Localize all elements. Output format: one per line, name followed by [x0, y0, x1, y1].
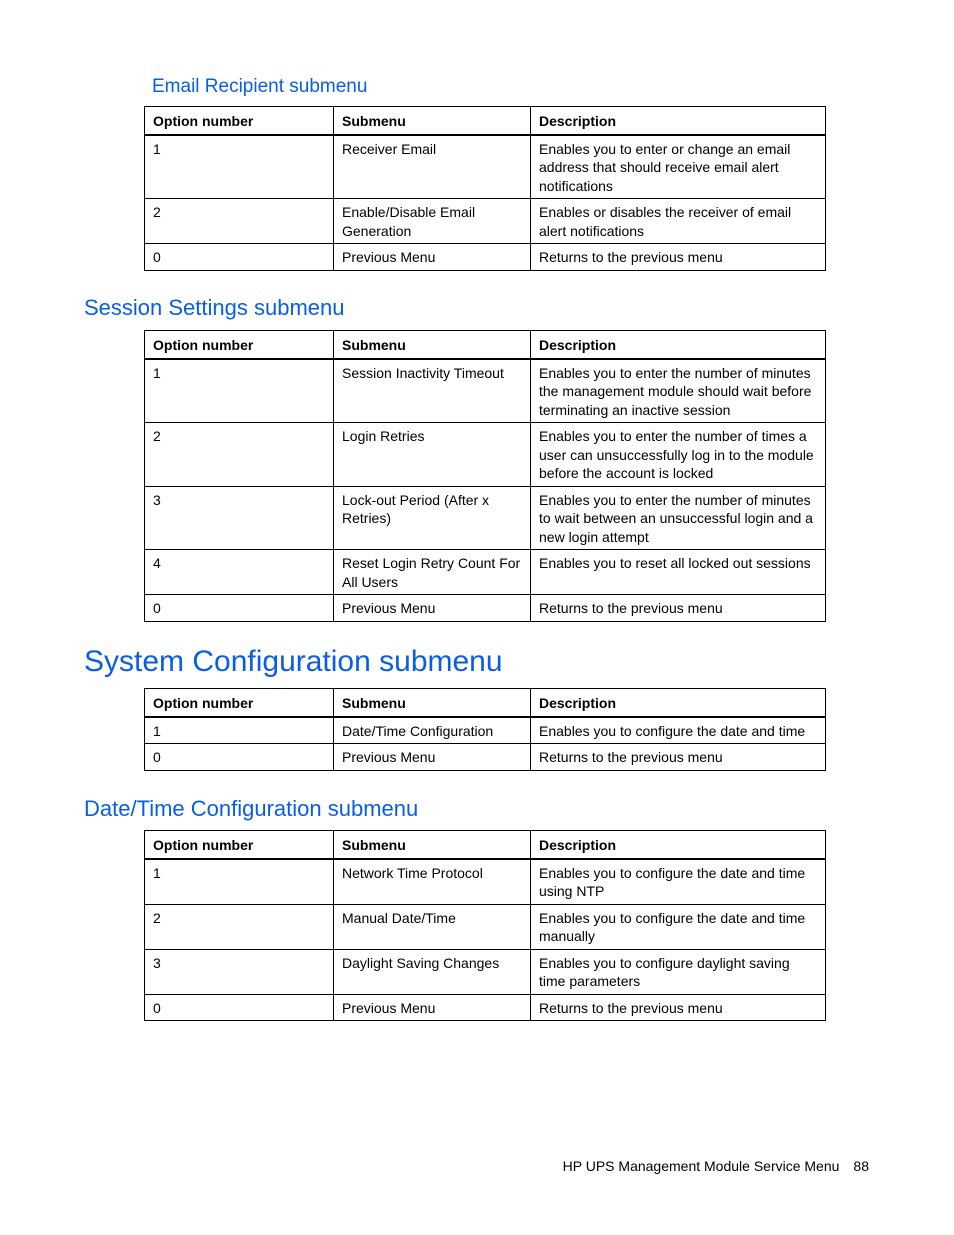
submenu-cell: Previous Menu: [334, 244, 531, 271]
description-cell: Enables you to enter the number of times a user can unsuccessfully log in to the module before the account is locked: [531, 423, 826, 487]
submenu-cell: Enable/Disable Email Generation: [334, 199, 531, 244]
option-number-cell: 2: [145, 199, 334, 244]
option-number-cell: 1: [145, 135, 334, 199]
header-description: Description: [531, 831, 826, 859]
description-cell: Enables or disables the receiver of email alert notifications: [531, 199, 826, 244]
table-row: [145, 717, 826, 744]
submenu-cell: Receiver Email: [334, 135, 531, 199]
submenu-cell: Daylight Saving Changes: [334, 949, 531, 994]
header-option-number: Option number: [145, 331, 334, 359]
option-number-cell: 1: [145, 359, 334, 423]
description-cell: Enables you to enter the number of minutes the management module should wait before terminating an inactive session: [531, 359, 826, 423]
header-submenu: Submenu: [334, 831, 531, 859]
table-row: [145, 994, 826, 1021]
option-number-cell: 1: [145, 717, 334, 744]
header-row: [145, 831, 826, 859]
header-submenu: Submenu: [334, 107, 531, 135]
header-row: [145, 107, 826, 135]
header-option-number: Option number: [145, 107, 334, 135]
footer-title: HP UPS Management Module Service Menu: [562, 1158, 840, 1174]
description-cell: Returns to the previous menu: [531, 994, 826, 1021]
table-row: [145, 904, 826, 949]
header-row: [145, 331, 826, 359]
header-description: Description: [531, 689, 826, 717]
description-cell: Enables you to configure the date and time using NTP: [531, 859, 826, 905]
option-number-cell: 3: [145, 949, 334, 994]
table-row: [145, 244, 826, 271]
table-row: [145, 550, 826, 595]
option-number-cell: 0: [145, 244, 334, 271]
table-row: [145, 359, 826, 423]
table-row: [145, 486, 826, 550]
description-cell: Enables you to enter the number of minutes to wait between an unsuccessful login and a new login attempt: [531, 486, 826, 550]
submenu-cell: Previous Menu: [334, 994, 531, 1021]
option-number-cell: 4: [145, 550, 334, 595]
option-number-cell: 0: [145, 595, 334, 622]
description-cell: Enables you to configure the date and time manually: [531, 904, 826, 949]
header-description: Description: [531, 107, 826, 135]
description-cell: Returns to the previous menu: [531, 595, 826, 622]
system-configuration-table: [144, 688, 826, 771]
header-row: [145, 689, 826, 717]
submenu-cell: Session Inactivity Timeout: [334, 359, 531, 423]
description-cell: Returns to the previous menu: [531, 244, 826, 271]
session-settings-table: [144, 330, 826, 622]
email-recipient-heading: Email Recipient submenu: [152, 76, 368, 97]
table-row: [145, 423, 826, 487]
option-number-cell: 0: [145, 994, 334, 1021]
option-number-cell: 2: [145, 904, 334, 949]
submenu-cell: Manual Date/Time: [334, 904, 531, 949]
submenu-cell: Login Retries: [334, 423, 531, 487]
header-submenu: Submenu: [334, 331, 531, 359]
table-row: [145, 744, 826, 771]
header-submenu: Submenu: [334, 689, 531, 717]
datetime-configuration-heading: Date/Time Configuration submenu: [84, 796, 419, 821]
option-number-cell: 0: [145, 744, 334, 771]
submenu-cell: Lock-out Period (After x Retries): [334, 486, 531, 550]
email-recipient-table: [144, 106, 826, 271]
option-number-cell: 1: [145, 859, 334, 905]
header-option-number: Option number: [145, 831, 334, 859]
description-cell: Returns to the previous menu: [531, 744, 826, 771]
header-option-number: Option number: [145, 689, 334, 717]
submenu-cell: Network Time Protocol: [334, 859, 531, 905]
description-cell: Enables you to enter or change an email address that should receive email alert notifications: [531, 135, 826, 199]
page-footer: [563, 1158, 869, 1174]
table-row: [145, 135, 826, 199]
session-settings-heading: Session Settings submenu: [84, 295, 345, 320]
option-number-cell: 2: [145, 423, 334, 487]
table-row: [145, 859, 826, 905]
submenu-cell: Date/Time Configuration: [334, 717, 531, 744]
table-row: [145, 949, 826, 994]
submenu-cell: Reset Login Retry Count For All Users: [334, 550, 531, 595]
submenu-cell: Previous Menu: [334, 595, 531, 622]
submenu-cell: Previous Menu: [334, 744, 531, 771]
option-number-cell: 3: [145, 486, 334, 550]
datetime-configuration-table: [144, 830, 826, 1021]
description-cell: Enables you to reset all locked out sessions: [531, 550, 826, 595]
system-configuration-heading: System Configuration submenu: [84, 645, 503, 678]
description-cell: Enables you to configure daylight saving time parameters: [531, 949, 826, 994]
table-row: [145, 595, 826, 622]
header-description: Description: [531, 331, 826, 359]
page-number: 88: [853, 1158, 869, 1174]
description-cell: Enables you to configure the date and time: [531, 717, 826, 744]
table-row: [145, 199, 826, 244]
